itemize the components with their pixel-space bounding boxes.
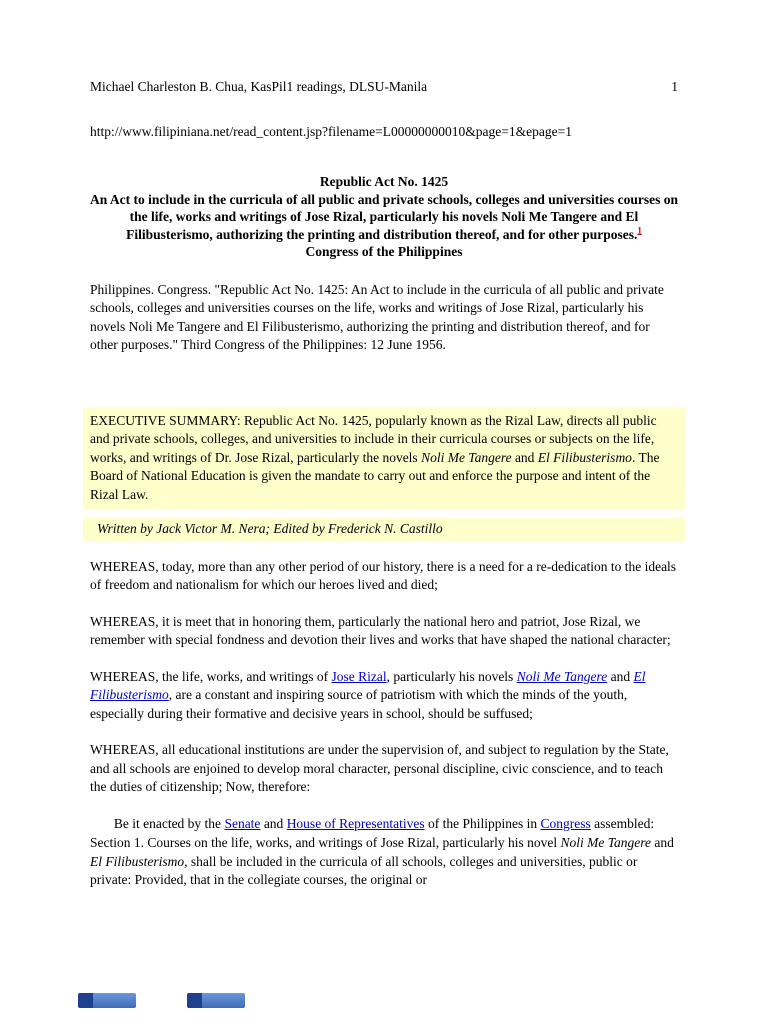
byline-strip: Written by Jack Victor M. Nera; Edited by Frederick N. Castillo [83, 518, 685, 542]
footer-tag-badge-2[interactable] [187, 993, 245, 1008]
whereas-paragraph-1: WHEREAS, today, more than any other period of our history, there is a need for a re-dedication to the ideals of freedom and nationalism for which our heroes lived and died; [90, 558, 677, 592]
novel-title-fili-2: El Filibusterismo [90, 853, 185, 869]
section-1-paragraph: Section 1. Courses on the life, works, and writings of Jose Rizal, particularly his novel Noli Me Tangere and El Filibusterismo, shall be included in the curricula of all schools, colleges and universities, public or private: Provided, that in the collegiate courses, the original or [90, 835, 674, 887]
act-issuer-title: Congress of the Philippines [305, 244, 463, 259]
footer-tag-badge-2-icon [187, 993, 202, 1008]
executive-summary-box: EXECUTIVE SUMMARY: Republic Act No. 1425, popularly known as the Rizal Law, directs all public and private schools, colleges, and universities to include in their curricula courses or subjects on the life, works, and writings of Dr. Jose Rizal, particularly the novels Noli Me Tangere and El Filibusterismo. The Board of National Education is given the mandate to carry out and enforce the purpose and intent of the Rizal Law. [83, 407, 685, 511]
novel-title-fili: El Filibusterismo [537, 449, 632, 465]
act-long-title: An Act to include in the curricula of all public and private schools, colleges and universities courses on the life, works and writings of Jose Rizal, particularly his novels Noli Me Tangere and El Filibusterismo, authorizing the printing and distribution thereof, and for other purposes.$^1$ [90, 191, 679, 242]
link-noli-me-tangere[interactable]: Noli Me Tangere [516, 668, 608, 684]
executive-summary-text: EXECUTIVE SUMMARY: Republic Act No. 1425, popularly known as the Rizal Law, directs all public and private schools, colleges, and universities to include in their curricula courses or subjects on the life, works, and writings of Dr. Jose Rizal, particularly the novels [90, 412, 657, 465]
act-number-title: Republic Act No. 1425 [319, 174, 449, 189]
footer-tag-badge-1-body [93, 993, 136, 1008]
citation-paragraph: Philippines. Congress. "Republic Act No. 1425: An Act to include in the curricula of all public and private schools, colleges and universities courses on the life, works and writings of Jose Rizal, particularly his novels Noli Me Tangere and El Filibusterismo, authorizing the printing and distribution thereof, and for other purposes." Third Congress of the Philippines: 12 June 1956. [90, 281, 664, 352]
document-content [90, 78, 678, 890]
document-header [90, 78, 678, 97]
source-url-text: http://www.filipiniana.net/read_content.jsp?filename=L00000000010&page=1&epage=1 [90, 123, 572, 139]
novel-title-noli: Noli Me Tangere [421, 449, 512, 465]
enacting-clause: Be it enacted by the Senate and House of Representatives of the Philippines in Congress assembled: [113, 815, 655, 831]
link-el-filibusterismo[interactable]: El Filibusterismo [90, 668, 646, 702]
novel-title-noli-2: Noli Me Tangere [560, 835, 652, 850]
whereas-paragraph-4: WHEREAS, all educational institutions are under the supervision of, and subject to regulation by the State, and all schools are enjoined to develop moral character, personal discipline, civic conscience, and to teach the duties of citizenship; Now, therefore: [90, 742, 669, 794]
link-senate[interactable]: Senate [224, 815, 261, 831]
footer-tag-badge-2-body [202, 993, 245, 1008]
footer-tag-badge-1[interactable] [78, 993, 136, 1008]
link-jose-rizal[interactable]: Jose Rizal [331, 668, 387, 684]
footer-tag-badge-1-icon [78, 993, 93, 1008]
whereas-paragraph-2: WHEREAS, it is meet that in honoring them, particularly the national hero and patriot, Jose Rizal, we remember with special fondness and devotion their lives and works that have shaped the national character; [90, 613, 671, 647]
link-congress[interactable]: Congress [540, 815, 591, 831]
footnote-marker-link[interactable]: 1 [637, 225, 642, 235]
link-house-of-representatives[interactable]: House of Representatives [286, 815, 425, 831]
header-author-line: Michael Charleston B. Chua, KasPil1 readings, DLSU-Manila [90, 79, 428, 94]
header-page-number: 1 [671, 79, 678, 94]
whereas-paragraph-3: WHEREAS, the life, works, and writings of Jose Rizal, particularly his novels Noli Me Tangere and El Filibusterismo, are a constant and inspiring source of patriotism with which the minds of the youth, especially during their formative and decisive years in school, should be suffused; [90, 668, 646, 721]
title-block [90, 173, 678, 261]
